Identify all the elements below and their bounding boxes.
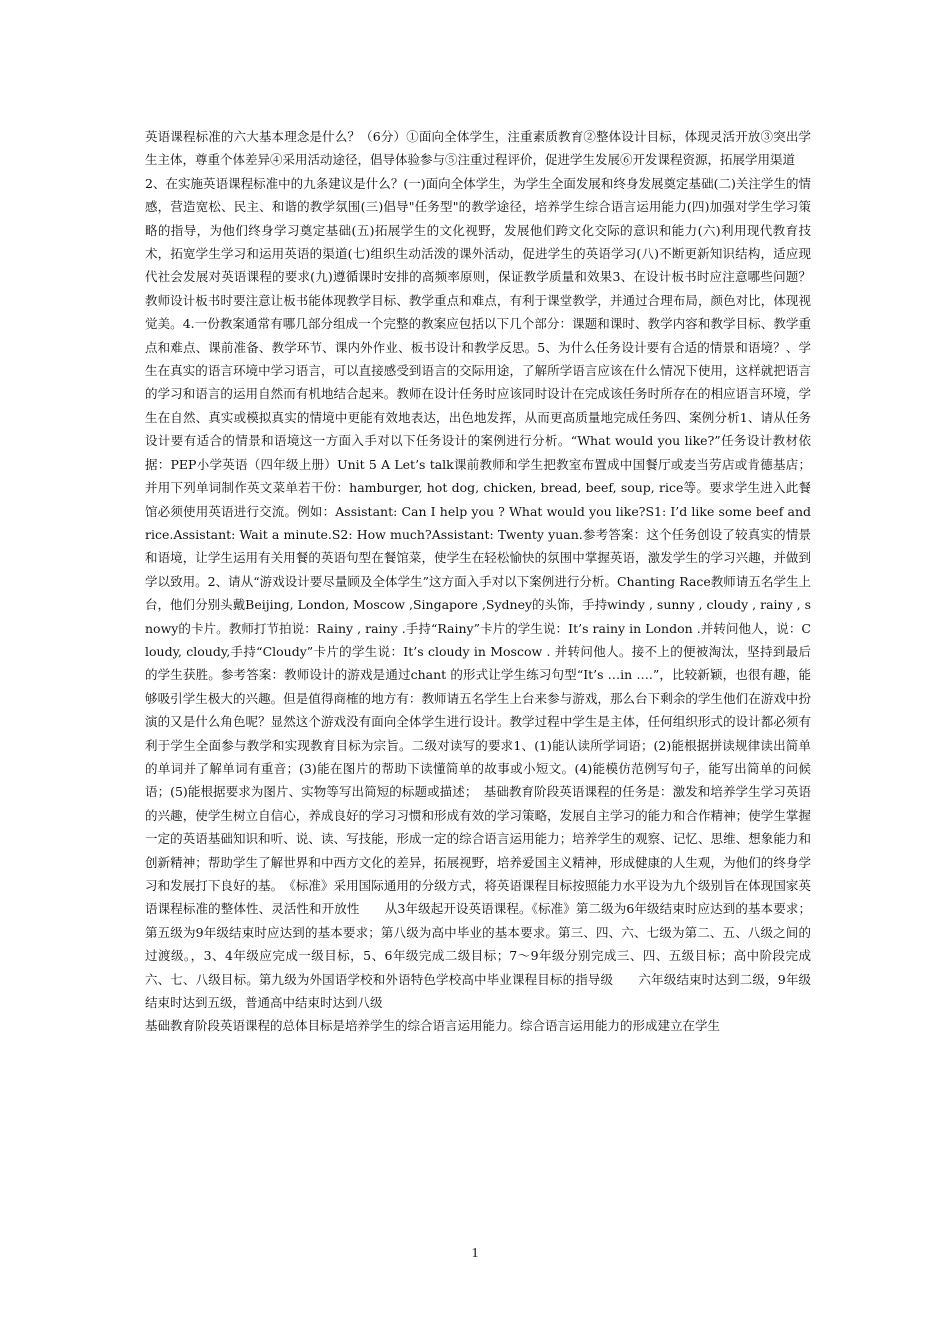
paragraph-overall-goal: 基础教育阶段英语课程的总体目标是培养学生的综合语言运用能力。综合语言运用能力的形成建立在学生 <box>145 1018 721 1034</box>
page-number: 1 <box>471 1246 479 1261</box>
paragraph-core-concepts: 英语课程标准的六大基本理念是什么？（6分）①面向全体学生，注重素质教育②整体设计目标，体现灵活开放③突出学生主体，尊重个体差异④采用活动途径，倡导体验参与⑤注重过程评价，促进学生发展⑥开发课程资源，拓展学用渠道 <box>145 129 811 168</box>
paragraph-suggestions-and-cases: 2、在实施英语课程标准中的九条建议是什么？(一)面向全体学生，为学生全面发展和终身发展奠定基础(二)关注学生的情感，营造宽松、民主、和谐的教学氛围(三)倡导"任务型"的教学途径，培养学生综合语言运用能力(四)加强对学生学习策略的指导，为他们终身学习奠定基础(五)拓展学生的文化视野，发展他们跨文化交际的意识和能力(六)利用现代教育技术，拓宽学生学习和运用英语的渠道(七)组织生动活泼的课外活动，促进学生的英语学习(八)不断更新知识结构，适应现代社会发展对英语课程的要求(九)遵循课时安排的高频率原则，保证教学质量和效果3、在设计板书时应注意哪些问题？教师设计板书时要注意让板书能体现教学目标、教学重点和难点，有利于课堂教学，并通过合理布局，颜色对比，体现视觉美。4.一份教案通常有哪几部分组成一个完整的教案应包括以下几个部分：课题和课时、教学内容和教学目标、教学重点和难点、课前准备、教学环节、课内外作业、板书设计和教学反思。5、为什么任务设计要有合适的情景和语境？、学生在真实的语言环境中学习语言，可以直接感受到语言的交际用途，了解所学语言应该在什么情况下使用，这样就把语言的学习和语言的运用自然而有机地结合起来。教师在设计任务时应该同时设计在完成该任务时所存在的相应语言环境，学生在自然、真实或模拟真实的情境中更能有效地表达，出色地发挥，从而更高质量地完成任务四、案例分析1、请从任务设计要有适合的情景和语境这一方面入手对以下任务设计的案例进行分析。“What would you like?”任务设计教材依据：PEP小学英语（四年级上册）Unit 5 A Let’s talk课前教师和学生把教室布置成中国餐厅或麦当劳店或肯德基店；并用下列单词制作英文菜单若干份：hamburger, hot dog, chicken, bread, beef, soup, rice等。要求学生进入此餐馆必须使用英语进行交流。例如：Assistant: Can I help you ? What would you like?S1: I’d like some beef and rice.Assistant: Wait a minute.S2: How much?Assistant: Twenty yuan.参考答案：这个任务创设了较真实的情景和语境，让学生运用有关用餐的英语句型在餐馆菜，使学生在轻松愉快的氛围中掌握英语，激发学生的学习兴趣，并做到学以致用。2、请从“游戏设计要尽量顾及全体学生”这方面入手对以下案例进行分析。Chanting Race教师请五名学生上台，他们分别头戴Beijing, London, Moscow ,Singapore ,Sydney的头饰，手持windy , sunny , cloudy , rainy , snowy的卡片。教师打节拍说：Rainy , rainy .手持“Rainy”卡片的学生说：It’s rainy in London .并转问他人，说：Cloudy, cloudy,手持“Cloudy”卡片的学生说：It’s cloudy in Moscow . 并转问他人。接不上的便被淘汰，坚持到最后的学生获胜。参考答案：教师设计的游戏是通过chant 的形式让学生练习句型“It’s …in ….”，比较新颖，也很有趣，能够吸引学生极大的兴趣。但是值得商榷的地方有：教师请五名学生上台来参与游戏，那么台下剩余的学生他们在游戏中扮演的又是什么角色呢？显然这个游戏没有面向全体学生进行设计。教学过程中学生是主体，任何组织形式的设计都必须有利于学生全面参与教学和实现教育目标为宗旨。二级对读写的要求1、(1)能认读所学词语；(2)能根据拼读规律读出简单的单词并了解单词有重音；(3)能在图片的帮助下读懂简单的故事或小短文。(4)能模仿范例写句子，能写出简单的问候语；(5)能根据要求为图片、实物等写出简短的标题或描述； 基础教育阶段英语课程的任务是：激发和培养学生学习英语的兴趣，使学生树立自信心，养成良好的学习习惯和形成有效的学习策略，发展自主学习的能力和合作精神；使学生掌握一定的英语基础知识和听、说、读、写技能，形成一定的综合语言运用能力；培养学生的观察、记忆、思维、想象能力和创新精神；帮助学生了解世界和中西方文化的差异，拓展视野，培养爱国主义精神，形成健康的人生观，为他们的终身学习和发展打下良好的基。 《标准》采用国际通用的分级方式，将英语课程目标按照能力水平设为九个级别旨在体现国家英语课程标准的整体性、灵活性和开放性 从3年级起开设英语课程。《标准》第二级为6年级结束时应达到的基本要求；第五级为9年级结束时应达到的基本要求；第八级为高中毕业的基本要求。第三、四、六、七级为第二、五、八级之间的过渡级。，3、4年级应完成一级目标，5、6年级完成二级目标；7～9年级分别完成三、四、五级目标；高中阶段完成六、七、八级目标。第九级为外国语学校和外语特色学校高中毕业课程目标的指导级 六年级结束时达到二级，9年级结束时达到五级，普通高中结束时达到八级 <box>145 175 811 1011</box>
document-body <box>145 125 811 1038</box>
